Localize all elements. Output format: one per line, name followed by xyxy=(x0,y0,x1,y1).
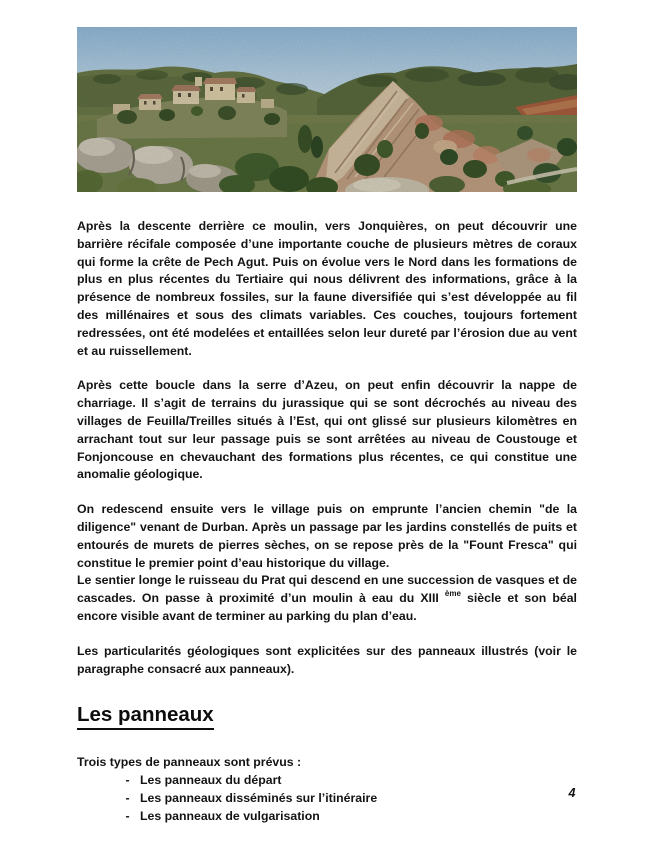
page-number: 4 xyxy=(568,786,576,800)
paragraph-descente-moulin: Après la descente derrière ce moulin, vers Jonquières, on peut découvrir une barrière récifale composée d’une importante couche de plusieurs mètres de coraux qui forme la crête de Pech Agut. Puis on évolue vers le Nord dans les formations de plus en plus récentes du Tertiaire qui nous délivrent des informations, grâce à la présence de nombreux fossiles, sur la faune diversifiée qui s’est développée au fil des millénaires et sous des climats variables. Ces couches, toujours fortement redressées, ont été modelées et entaillées selon leur dureté par l’érosion due au vent et au ruissellement. xyxy=(77,219,577,358)
section-heading-text: Les panneaux xyxy=(77,703,214,730)
ordinal-superscript: ème xyxy=(444,589,461,599)
list-intro-trois-types: Trois types de panneaux sont prévus : xyxy=(77,755,302,770)
photo-grain-overlay xyxy=(77,27,577,192)
panneaux-type-list xyxy=(77,772,577,825)
landscape-photo-scene xyxy=(77,27,577,192)
dash-bullet: - xyxy=(125,790,130,805)
section-heading-les-panneaux xyxy=(77,703,577,730)
paragraph-sentier-text-after: siècle et son béal encore visible avant de terminer au parking du plan d’eau. xyxy=(77,591,577,623)
list-item-label: Les panneaux du départ xyxy=(140,773,282,788)
landscape-photo xyxy=(77,27,577,192)
list-item xyxy=(77,772,577,790)
paragraph-sentier-prat xyxy=(77,572,577,625)
list-item xyxy=(77,790,577,808)
paragraph-boucle-serre-azeu: Après cette boucle dans la serre d’Azeu, on peut enfin découvrir la nappe de charriage. Il s’agit de terrains du jurassique qui se sont décrochés au niveau des villages de Feuilla/Treilles situés à l’Est, qui ont glissé sur plusieurs kilomètres en arrachant tout sur leur passage puis se sont arrêtées au niveau de Coustouge et Fonjoncouse en chevauchant des formations plus récentes, ce qui constitue une anomalie géologique. xyxy=(77,378,577,482)
list-item-label: Les panneaux disséminés sur l’itinéraire xyxy=(140,790,378,805)
dash-bullet: - xyxy=(125,773,130,788)
list-item-label: Les panneaux de vulgarisation xyxy=(140,808,320,823)
dash-bullet: - xyxy=(125,808,130,823)
paragraph-particularites-geologiques: Les particularités géologiques sont explicitées sur des panneaux illustrés (voir le paragraphe consacré aux panneaux). xyxy=(77,643,577,676)
list-item xyxy=(77,808,577,826)
paragraph-redescend-village: On redescend ensuite vers le village puis on emprunte l’ancien chemin "de la diligence" venant de Durban. Après un passage par les jardins constellés de puits et entourés de murets de pierres sèches, on se repose près de la "Fount Fresca" qui constitue le premier point d’eau historique du village. xyxy=(77,502,577,570)
page-content xyxy=(77,27,577,826)
paragraph-sentier-text-before: Le sentier longe le ruisseau du Prat qui descend en une succession de vasques et de cascades. On passe à proximité d’un moulin à eau du XIII xyxy=(77,573,577,606)
